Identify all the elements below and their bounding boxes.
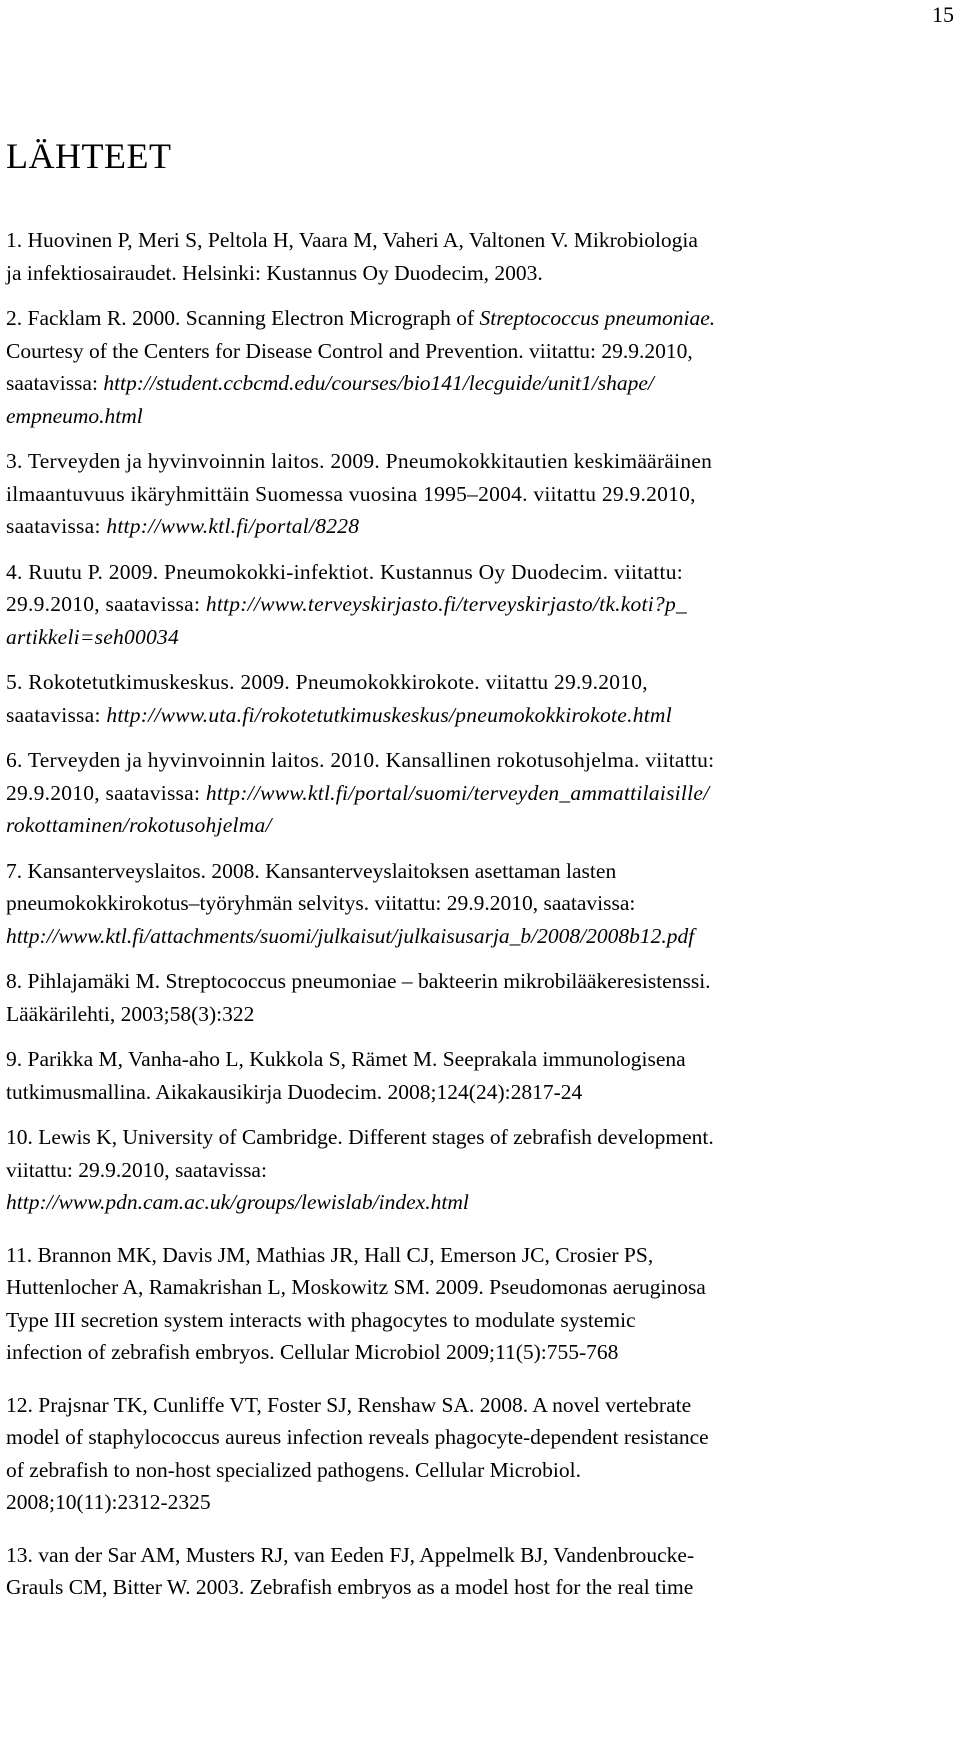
reference-text: Type III secretion system interacts with phagocytes to modulate systemic xyxy=(6,1307,636,1332)
reference-line xyxy=(6,1454,956,1487)
reference-text: of zebrafish to non-host specialized pathogens. Cellular Microbiol. xyxy=(6,1457,581,1482)
reference-4 xyxy=(6,556,956,654)
reference-3 xyxy=(6,445,956,543)
reference-line xyxy=(6,1571,956,1604)
reference-link: http://www.uta.fi/rokotetutkimuskeskus/pneumokokkirokote.html xyxy=(106,702,672,727)
reference-line xyxy=(6,1186,956,1219)
reference-line xyxy=(6,1304,956,1337)
reference-text: pneumokokkirokotus–työryhmän selvitys. viitattu: 29.9.2010, saatavissa: xyxy=(6,891,636,915)
reference-text: saatavissa: xyxy=(6,371,104,395)
reference-line xyxy=(6,1486,956,1519)
page-number: 15 xyxy=(932,2,954,27)
reference-text: 7. Kansanterveyslaitos. 2008. Kansanterveyslaitoksen asettaman lasten xyxy=(6,858,617,883)
reference-line xyxy=(6,1271,956,1304)
reference-line xyxy=(6,809,956,842)
reference-line xyxy=(6,699,956,732)
reference-link: http://www.terveyskirjasto.fi/terveyskirjasto/tk.koti?p_ xyxy=(205,592,687,616)
reference-text: 13. van der Sar AM, Musters RJ, van Eeden FJ, Appelmelk BJ, Vandenbroucke- xyxy=(6,1542,695,1567)
reference-line xyxy=(6,257,956,290)
reference-link: http://www.ktl.fi/portal/8228 xyxy=(106,514,360,538)
reference-link: artikkeli=seh00034 xyxy=(6,624,180,649)
reference-text: ja infektiosairaudet. Helsinki: Kustannus Oy Duodecim, 2003. xyxy=(6,260,543,285)
reference-text: tutkimusmallina. Aikakausikirja Duodecim. 2008;124(24):2817-24 xyxy=(6,1079,583,1104)
reference-text: 8. Pihlajamäki M. Streptococcus pneumoniae – bakteerin mikrobilääkeresistenssi. xyxy=(6,969,711,993)
reference-text: 5. Rokotetutkimuskeskus. 2009. Pneumokokkirokote. viitattu 29.9.2010, xyxy=(6,670,648,694)
reference-line xyxy=(6,1239,956,1272)
reference-text: 4. Ruutu P. 2009. Pneumokokki-infektiot. Kustannus Oy Duodecim. viitattu: xyxy=(6,559,683,584)
reference-text: viitattu: 29.9.2010, saatavissa: xyxy=(6,1157,267,1182)
reference-text: saatavissa: xyxy=(6,702,107,727)
reference-9 xyxy=(6,1043,956,1108)
reference-13 xyxy=(6,1539,956,1604)
reference-link: http://www.ktl.fi/attachments/suomi/julkaisut/julkaisusarja_b/2008/2008b12.pdf xyxy=(6,923,695,948)
reference-line xyxy=(6,1389,956,1422)
reference-text: 29.9.2010, saatavissa: xyxy=(6,592,206,616)
reference-text: 2. Facklam R. 2000. Scanning Electron Micrograph of xyxy=(6,306,480,330)
reference-10 xyxy=(6,1121,956,1219)
reference-12 xyxy=(6,1389,956,1519)
reference-line xyxy=(6,335,956,368)
reference-text: saatavissa: xyxy=(6,514,107,538)
reference-link: empneumo.html xyxy=(6,403,143,428)
reference-2 xyxy=(6,302,956,432)
reference-line xyxy=(6,1539,956,1572)
reference-list xyxy=(6,224,956,1604)
reference-text: Courtesy of the Centers for Disease Control and Prevention. viitattu: 29.9.2010, xyxy=(6,338,693,363)
reference-line xyxy=(6,588,956,621)
reference-line xyxy=(6,621,956,654)
page-title: LÄHTEET xyxy=(6,136,172,176)
reference-line xyxy=(6,998,956,1031)
reference-line xyxy=(6,1421,956,1454)
reference-5 xyxy=(6,666,956,731)
reference-text: infection of zebrafish embryos. Cellular Microbiol 2009;11(5):755-768 xyxy=(6,1340,619,1364)
reference-text: Lääkärilehti, 2003;58(3):322 xyxy=(6,1001,255,1026)
reference-line xyxy=(6,445,956,478)
reference-1 xyxy=(6,224,956,289)
reference-line xyxy=(6,1076,956,1109)
reference-line xyxy=(6,855,956,888)
reference-text: 29.9.2010, saatavissa: xyxy=(6,780,206,805)
reference-line xyxy=(6,887,956,920)
reference-link: rokottaminen/rokotusohjelma/ xyxy=(6,813,272,837)
reference-line xyxy=(6,556,956,589)
reference-text: 12. Prajsnar TK, Cunliffe VT, Foster SJ, Renshaw SA. 2008. A novel vertebrate xyxy=(6,1392,692,1417)
reference-text: 3. Terveyden ja hyvinvoinnin laitos. 2009. Pneumokokkitautien keskimääräinen xyxy=(6,449,713,473)
reference-link: http://www.ktl.fi/portal/suomi/terveyden_ammattilaisille/ xyxy=(205,780,710,805)
reference-line xyxy=(6,400,956,433)
reference-line xyxy=(6,1043,956,1076)
reference-6 xyxy=(6,744,956,842)
reference-line xyxy=(6,1121,956,1154)
reference-line xyxy=(6,302,956,335)
reference-text: Huttenlocher A, Ramakrishan L, Moskowitz SM. 2009. Pseudomonas aeruginosa xyxy=(6,1275,706,1299)
reference-text: 10. Lewis K, University of Cambridge. Different stages of zebrafish development. xyxy=(6,1125,714,1149)
reference-text: 1. Huovinen P, Meri S, Peltola H, Vaara M, Vaheri A, Valtonen V. Mikrobiologia xyxy=(6,228,698,252)
reference-line xyxy=(6,224,956,257)
reference-line xyxy=(6,1336,956,1369)
reference-text: 9. Parikka M, Vanha-aho L, Kukkola S, Rämet M. Seeprakala immunologisena xyxy=(6,1047,686,1071)
reference-text: model of staphylococcus aureus infection reveals phagocyte-dependent resistance xyxy=(6,1425,709,1449)
reference-line xyxy=(6,744,956,777)
reference-line xyxy=(6,666,956,699)
reference-8 xyxy=(6,965,956,1030)
reference-text: 2008;10(11):2312-2325 xyxy=(6,1490,211,1514)
reference-11 xyxy=(6,1239,956,1369)
reference-line xyxy=(6,1154,956,1187)
reference-text: 6. Terveyden ja hyvinvoinnin laitos. 2010. Kansallinen rokotusohjelma. viitattu: xyxy=(6,748,715,772)
reference-link: http://www.pdn.cam.ac.uk/groups/lewislab/index.html xyxy=(6,1190,469,1214)
reference-line xyxy=(6,367,956,400)
reference-line xyxy=(6,920,956,953)
reference-text: 11. Brannon MK, Davis JM, Mathias JR, Hall CJ, Emerson JC, Crosier PS, xyxy=(6,1242,654,1267)
reference-link: Streptococcus pneumoniae. xyxy=(479,306,716,330)
reference-line xyxy=(6,777,956,810)
reference-line xyxy=(6,478,956,511)
reference-line xyxy=(6,965,956,998)
reference-line xyxy=(6,510,956,543)
reference-link: http://student.ccbcmd.edu/courses/bio141/lecguide/unit1/shape/ xyxy=(103,371,654,395)
reference-text: ilmaantuvuus ikäryhmittäin Suomessa vuosina 1995–2004. viitattu 29.9.2010, xyxy=(6,481,696,506)
reference-7 xyxy=(6,855,956,953)
reference-text: Grauls CM, Bitter W. 2003. Zebrafish embryos as a model host for the real time xyxy=(6,1575,694,1599)
